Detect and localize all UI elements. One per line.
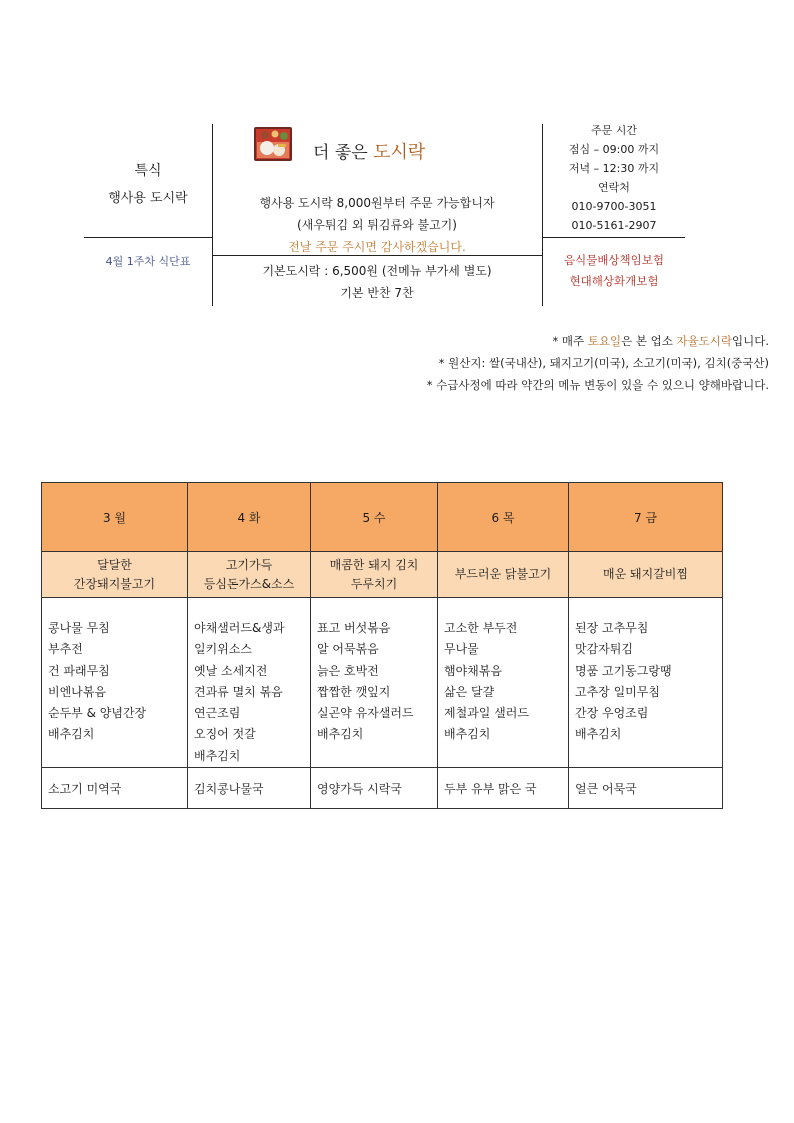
- main-dish: [42, 552, 188, 598]
- side-dish-item: 옛날 소세지전: [194, 663, 268, 678]
- side-dish-item: 배추김치: [317, 727, 364, 742]
- note-text: 입니다.: [732, 334, 769, 348]
- soup-row: [42, 768, 723, 809]
- main-dish-line: 부드러운 닭불고기: [454, 567, 552, 581]
- side-dish-item: 배추김치: [575, 727, 622, 742]
- day-header: 3 월: [42, 483, 188, 552]
- contact-label: 연락처: [598, 181, 630, 194]
- center-divider: [213, 255, 542, 256]
- note-highlight: 자율도시락: [676, 334, 733, 348]
- side-dishes: [438, 598, 569, 768]
- order-time-title: 주문 시간: [590, 124, 637, 137]
- day-header-row: [42, 483, 723, 552]
- main-dish-line: 달달한: [97, 557, 132, 572]
- insurance-line-1: 음식물배상책임보험: [564, 253, 664, 267]
- lunchbox-logo-icon: [253, 126, 293, 162]
- side-dish-item: 알 어묵볶음: [317, 642, 379, 657]
- side-dishes: [42, 598, 188, 768]
- side-dish-item: 부추전: [48, 642, 83, 657]
- left-divider: [84, 237, 213, 238]
- side-dish-item: 무나물: [444, 642, 479, 657]
- order-request-line: 전날 주문 주시면 감사하겠습니다.: [288, 240, 466, 254]
- day-header: 6 목: [438, 483, 569, 552]
- side-dish-item: 표고 버섯볶음: [317, 621, 391, 635]
- side-dish-item: 실곤약 유자샐러드: [317, 706, 414, 721]
- side-dish-item: 연근조림: [194, 706, 241, 721]
- side-dish-item: 배추김치: [48, 727, 95, 742]
- lunch-deadline: 점심 – 09:00 까지: [568, 143, 660, 156]
- special-menu-title: 특식: [134, 163, 162, 179]
- note-saturday: [427, 330, 769, 352]
- side-dish-item: 건 파래무침: [48, 663, 110, 678]
- soup: 영양가득 시락국: [311, 768, 438, 809]
- side-dish-item: 짭짭한 깻잎지: [317, 684, 391, 699]
- brand-title: [313, 138, 425, 164]
- main-dish: [569, 552, 723, 598]
- main-dish-line: 등심돈가스&소스: [203, 576, 295, 591]
- right-divider: [543, 237, 685, 238]
- soup: 소고기 미역국: [42, 768, 188, 809]
- brand-name: 도시락: [373, 142, 426, 163]
- side-dish-item: 늙은 호박전: [317, 663, 379, 678]
- side-dish-item: 명품 고기동그랑땡: [575, 663, 672, 678]
- insurance-info: [543, 250, 685, 292]
- order-info: [543, 121, 685, 235]
- side-dish-item: 고소한 부두전: [444, 621, 518, 635]
- side-dish-item: 맛감자튀김: [575, 642, 633, 657]
- side-dish-item: 비엔나볶음: [48, 684, 106, 699]
- event-price-line: 행사용 도시락 8,000원부터 주문 가능합니자: [259, 196, 495, 210]
- soup: 얼큰 어묵국: [569, 768, 723, 809]
- main-dish: [311, 552, 438, 598]
- side-dish-item: 삶은 달걀: [444, 684, 495, 699]
- side-dish-item: 견과류 멸치 볶음: [194, 684, 283, 699]
- main-dish-line: 매운 돼지갈비찜: [603, 567, 688, 581]
- main-dish-line: 매콤한 돼지 김치: [329, 557, 419, 572]
- basic-price-line: 기본도시락 : 6,500원 (전메뉴 부가세 별도): [262, 264, 492, 278]
- side-dish-item: 콩나물 무침: [48, 621, 110, 635]
- event-lunchbox-subtitle: 행사용 도시락: [108, 191, 188, 206]
- main-dish-line: 두루치기: [350, 576, 398, 591]
- main-dish-row: [42, 552, 723, 598]
- notes: [427, 330, 769, 396]
- side-dish-item: 야채샐러드&생과: [194, 621, 285, 635]
- soup: 김치콩나물국: [188, 768, 311, 809]
- note-text: * 매주: [552, 334, 588, 348]
- side-dishes: [311, 598, 438, 768]
- event-items-line: (새우튀김 외 튀김류와 불고기): [297, 218, 457, 232]
- day-header: 5 수: [311, 483, 438, 552]
- week-label: 4월 1주차 식단표: [105, 255, 191, 268]
- day-header: 7 금: [569, 483, 723, 552]
- side-dish-item: 된장 고추무침: [575, 621, 649, 635]
- main-dish-line: 간장돼지불고기: [73, 576, 156, 591]
- note-origin: * 원산지: 쌀(국내산), 돼지고기(미국), 소고기(미국), 김치(중국산): [438, 356, 769, 370]
- side-dishes: [569, 598, 723, 768]
- side-dish-item: 간장 우엉조림: [575, 706, 649, 721]
- soup: 두부 유부 맑은 국: [438, 768, 569, 809]
- main-dish: [188, 552, 311, 598]
- weekly-menu-table: [41, 482, 723, 809]
- note-text: 은 본 업소: [621, 334, 677, 348]
- side-dish-item: 배추김치: [194, 748, 241, 763]
- side-dish-item: 일키위소스: [194, 642, 252, 657]
- side-dish-item: 순두부 & 양념간장: [48, 706, 147, 721]
- side-dishes: [188, 598, 311, 768]
- side-dish-item: 배추김치: [444, 727, 491, 742]
- side-dish-item: 제철과일 샐러드: [444, 706, 529, 721]
- main-dish: [438, 552, 569, 598]
- brand-prefix: 더 좋은: [313, 143, 368, 163]
- note-change: * 수급사정에 따라 약간의 메뉴 변동이 있을 수 있으니 양해바랍니다.: [426, 378, 769, 392]
- side-dish-row: [42, 598, 723, 768]
- main-dish-line: 고기가득: [225, 557, 273, 572]
- side-dish-item: 햄야채볶음: [444, 663, 502, 678]
- basic-sides-line: 기본 반찬 7찬: [340, 286, 414, 300]
- phone-number-1: 010-9700-3051: [571, 200, 657, 213]
- note-highlight: 토요일: [587, 334, 622, 348]
- phone-number-2: 010-5161-2907: [571, 219, 657, 232]
- dinner-deadline: 저녁 – 12:30 까지: [568, 162, 660, 175]
- insurance-line-2: 현대해상화개보험: [569, 274, 659, 288]
- day-header: 4 화: [188, 483, 311, 552]
- side-dish-item: 고추장 일미무침: [575, 684, 660, 699]
- side-dish-item: 오징어 젓갈: [194, 727, 256, 742]
